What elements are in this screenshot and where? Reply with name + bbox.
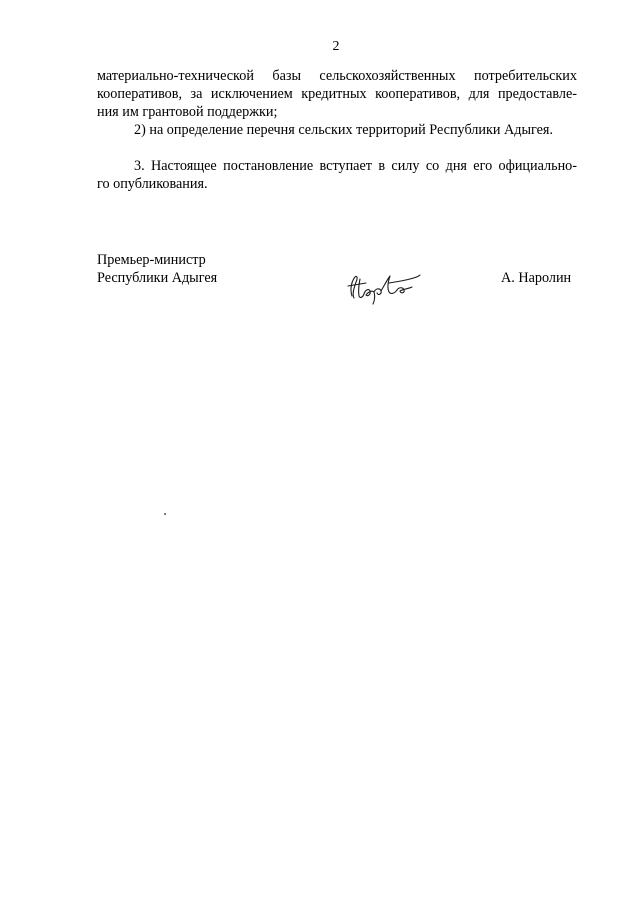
paragraph-1-line-2: кооперативов, за исключением кредитных кооперативов, для предоставле- [97,86,577,102]
signatory-position-line-1: Премьер-министр [97,252,206,268]
paragraph-1-line-1: материально-технической базы сельскохозяйственных потребительских [97,68,577,84]
scan-speck [164,513,166,515]
item-2-text: 2) на определение перечня сельских территорий Республики Адыгея. [134,122,554,138]
item-3-line-1: 3. Настоящее постановление вступает в силу со дня его официально- [134,158,577,174]
handwritten-signature [342,270,422,306]
signatory-name: А. Наролин [501,270,572,286]
page-number: 2 [332,39,340,54]
paragraph-1-line-3: ния им грантовой поддержки; [97,104,278,120]
signatory-position-line-2: Республики Адыгея [97,270,218,286]
item-3-line-2: го опубликования. [97,176,208,192]
